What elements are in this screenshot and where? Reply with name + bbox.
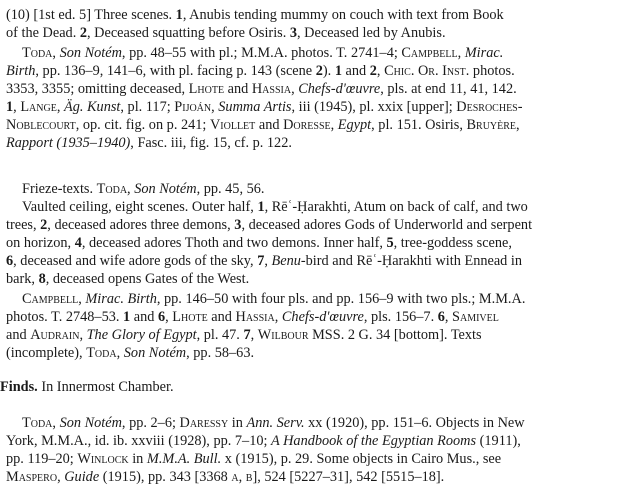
text-line-23: Maspero, Guide (1915), pp. 343 [3368 a, b], 524 [5227–31], 542 [5515–18].	[6, 469, 445, 485]
text-line-13: 6, deceased and wife adore gods of the sky, 7, Benu-bird and Rēʿ-Ḥarakhti with Ennead in	[6, 253, 523, 269]
text-line-16: photos. T. 2748–53. 1 and 6, Lhote and Hassia, Chefs-d'œuvre, pls. 156–7. 6, Samivel	[6, 309, 499, 325]
text-line-2: of the Dead. 2, Deceased squatting before Osiris. 3, Deceased led by Anubis.	[6, 25, 446, 41]
text-line-12: on horizon, 4, deceased adores Thoth and two demons. Inner half, 5, tree-goddess scene,	[6, 235, 512, 251]
text-line-14: bark, 8, deceased opens Gates of the West.	[6, 271, 250, 287]
text-line-17: and Audrain, The Glory of Egypt, pl. 47. 7, Wilbour MSS. 2 G. 34 [bottom]. Texts	[6, 327, 482, 343]
text-line-7: Noblecourt, op. cit. fig. on p. 241; Viollet and Doresse, Egypt, pl. 151. Osiris, Bruyère,	[6, 117, 520, 133]
finds-heading	[0, 378, 174, 396]
text-line-10: Vaulted ceiling, eight scenes. Outer half, 1, Rēʿ-Ḥarakhti, Atum on back of calf, and two	[22, 199, 528, 215]
text-line-21: York, M.M.A., id. ib. xxviii (1928), pp. 7–10; A Handbook of the Egyptian Rooms (1911),	[6, 433, 521, 449]
text-line-5: 3353, 3355; omitting deceased, Lhote and Hassia, Chefs-d'œuvre, pls. at end 11, 41, 142.	[6, 81, 517, 97]
text-line-15: Campbell, Mirac. Birth, pp. 146–50 with four pls. and pp. 156–9 with two pls.; M.M.A.	[22, 291, 526, 307]
text-line-8: Rapport (1935–1940), Fasc. iii, fig. 15, cf. p. 122.	[6, 135, 292, 151]
text-line-11: trees, 2, deceased adores three demons, 3, deceased adores Gods of Underworld and serpent	[6, 217, 533, 233]
finds-title: Finds.	[0, 379, 38, 395]
text-line-6: 1, Lange, Äg. Kunst, pl. 117; Pijoán, Summa Artis, iii (1945), pl. xxix [upper]; Desroches-	[6, 99, 523, 115]
text-line-9: Frieze-texts. Toda, Son Notém, pp. 45, 56.	[22, 181, 265, 197]
text-line-20: Toda, Son Notém, pp. 2–6; Daressy in Ann. Serv. xx (1920), pp. 151–6. Objects in New	[22, 415, 525, 431]
text-line-3: Toda, Son Notém, pp. 48–55 with pl.; M.M.A. photos. T. 2741–4; Campbell, Mirac.	[22, 45, 504, 61]
text-line-4: Birth, pp. 136–9, 141–6, with pl. facing p. 143 (scene 2). 1 and 2, Chic. Or. Inst. photos.	[6, 63, 515, 79]
text-line-1: (10) [1st ed. 5] Three scenes. 1, Anubis tending mummy on couch with text from Book	[6, 7, 504, 23]
text-line-18: (incomplete), Toda, Son Notém, pp. 58–63.	[6, 345, 255, 361]
finds-subtitle: In Innermost Chamber.	[41, 379, 174, 395]
text-line-22: pp. 119–20; Winlock in M.M.A. Bull. x (1915), p. 29. Some objects in Cairo Mus., see	[6, 451, 502, 467]
